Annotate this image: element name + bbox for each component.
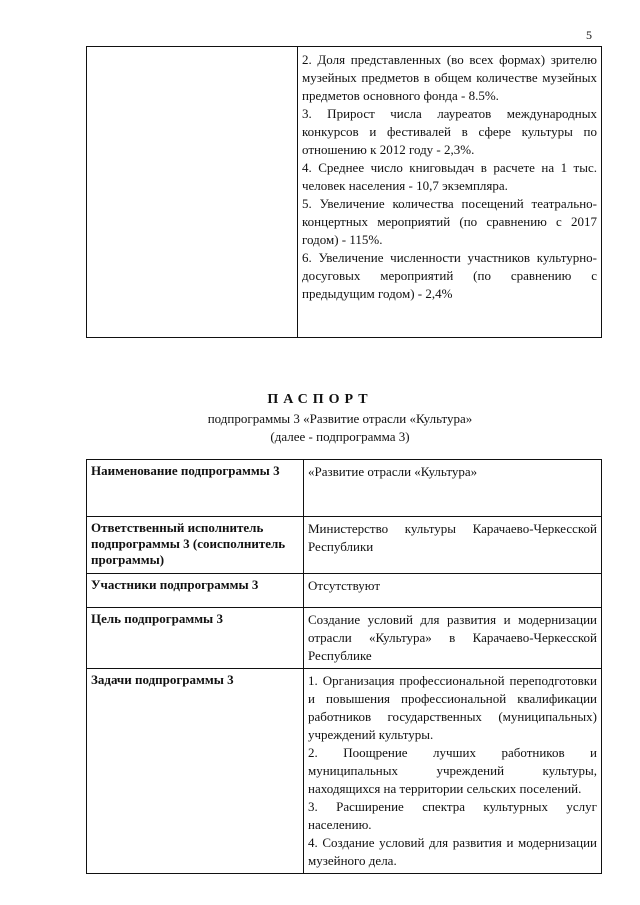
row-label: Задачи подпрограммы 3 (87, 669, 304, 874)
passport-subtitle (0, 410, 640, 446)
indicator-item: 2. Доля представленных (во всех формах) зрителю музейных предметов в общем количестве музейных предметов основного фонда - 8.5%. (302, 52, 597, 103)
row-value: Отсутствуют (304, 574, 602, 608)
row-value: «Развитие отрасли «Культура» (304, 460, 602, 517)
row-label: Ответственный исполнитель подпрограммы 3 (соисполнитель программы) (87, 517, 304, 574)
indicators-table (86, 46, 602, 338)
passport-table (86, 459, 602, 874)
indicator-item: 4. Среднее число книговыдач в расчете на 1 тыс. человек населения - 10,7 экземпляра. (302, 160, 597, 193)
row-label: Цель подпрограммы 3 (87, 608, 304, 669)
passport-subtitle-line: (далее - подпрограмма 3) (270, 429, 410, 444)
passport-row-goal (87, 608, 602, 669)
row-value: Создание условий для развития и модернизации отрасли «Культура» в Карачаево-Черкесской Республике (304, 608, 602, 669)
indicator-item: 5. Увеличение количества посещений театрально-концертных мероприятий (по сравнению с 2017 годом) - 115%. (302, 196, 597, 247)
passport-title: ПАСПОРТ (267, 392, 373, 407)
passport-subtitle-line: подпрограммы 3 «Развитие отрасли «Культура» (207, 411, 473, 426)
indicator-item: 6. Увеличение численности участников культурно-досуговых мероприятий (по сравнению с предыдущим годом) - 2,4% (302, 250, 597, 301)
row-value (304, 669, 602, 874)
row-value: Министерство культуры Карачаево-Черкесской Республики (304, 517, 602, 574)
passport-row-name (87, 460, 602, 517)
row-label: Наименование подпрограммы 3 (87, 460, 304, 517)
task-item: 1. Организация профессиональной переподготовки и повышения профессиональной квалификации работников государственных (муниципальных) учреждений культуры. (308, 673, 597, 742)
page-number: 5 (586, 28, 592, 42)
task-item: 2. Поощрение лучших работников и муниципальных учреждений культуры, находящихся на территории сельских поселений. (308, 745, 597, 796)
indicators-label-cell (87, 47, 298, 338)
passport-row-tasks (87, 669, 602, 874)
task-item: 4. Создание условий для развития и модернизации музейного дела. (308, 835, 597, 868)
indicators-row (87, 47, 602, 338)
indicator-item: 3. Прирост числа лауреатов международных конкурсов и фестивалей в сфере культуры по отношению к 2012 году - 2,3%. (302, 106, 597, 157)
task-item: 3. Расширение спектра культурных услуг населению. (308, 799, 597, 832)
passport-row-participants (87, 574, 602, 608)
passport-row-responsible (87, 517, 602, 574)
indicators-value-cell (298, 47, 602, 338)
row-label: Участники подпрограммы 3 (87, 574, 304, 608)
